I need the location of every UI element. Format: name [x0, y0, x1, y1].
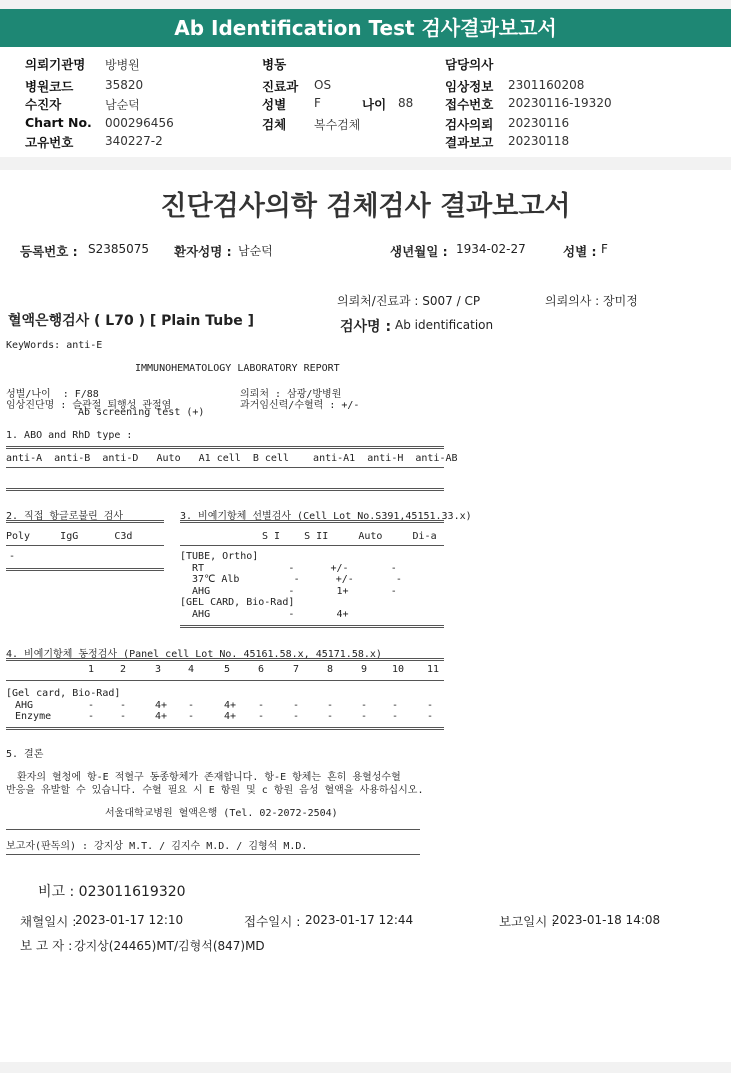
conclusion-line1: 환자의 혈청에 항-E 적혈구 동종항체가 존재합니다. 항-E 항체는 흔히 용혈성수혈 — [17, 772, 401, 783]
c3-label: 결과보고 — [445, 135, 494, 150]
panel-cell-result: - — [427, 711, 434, 722]
panel-cell-result: 4+ — [224, 700, 237, 711]
age-label: 나이 — [362, 97, 387, 112]
panel-cell-result: - — [120, 711, 127, 722]
panel-cell-result: - — [293, 711, 300, 722]
divider — [6, 520, 164, 523]
c1-label: 수진자 — [25, 97, 62, 112]
panel-cell-header: 3 — [155, 664, 162, 675]
report-date-value: 2023-01-18 14:08 — [552, 913, 661, 927]
test-group: 혈액은행검사 ( L70 ) [ Plain Tube ] — [8, 313, 255, 329]
c2-value: OS — [314, 78, 332, 92]
divider — [6, 658, 444, 661]
divider — [6, 488, 444, 491]
section4-title: 4. 비예기항체 동정검사 (Panel cell Lot No. 45161.58.x, 45171.58.x) — [6, 649, 382, 660]
history: 과거임신력/수혈력 : +/- — [240, 400, 360, 411]
c1-label: 병원코드 — [25, 79, 74, 94]
receive-label: 접수일시 : — [244, 914, 301, 929]
panel-cell-header: 11 — [427, 664, 440, 675]
dat-headers: Poly IgG C3d — [6, 531, 133, 542]
c3-label: 임상정보 — [445, 79, 494, 94]
collect-label: 채혈일시 : — [20, 914, 77, 929]
sex-age: 성별/나이 : F/88 — [6, 389, 99, 400]
test-name-value: Ab identification — [395, 318, 494, 332]
patient-label: 환자성명 : — [174, 244, 232, 259]
section5-title: 5. 결론 — [6, 749, 44, 760]
report-title-bar: Ab Identification Test 검사결과보고서 — [0, 9, 731, 47]
screen-row: AHG - 1+ - — [180, 585, 397, 597]
diagnosis: 임상진단명 : 슬관절 퇴행성 관절염 — [6, 400, 172, 411]
section1-title: 1. ABO and RhD type : — [6, 430, 133, 441]
c2-label: 병동 — [262, 57, 287, 72]
panel-cell-result: - — [188, 711, 195, 722]
screening-note: Ab screening test (+) — [78, 407, 205, 418]
report-title: 진단검사의학 검체검사 결과보고서 — [160, 191, 571, 222]
c1-label: 의뢰기관명 — [25, 57, 86, 72]
doctor-info: 의뢰의사 : 장미정 — [545, 294, 638, 308]
age-value: 88 — [398, 96, 414, 110]
result-sheet — [0, 170, 731, 1062]
reporter-label: 보 고 자 : — [20, 938, 73, 953]
screen-row: RT - +/- - — [180, 562, 397, 574]
divider — [6, 545, 164, 546]
c1-label: 고유번호 — [25, 135, 74, 150]
c3-label: 담당의사 — [445, 57, 494, 72]
sex-label: 성별 : — [563, 244, 597, 259]
panel-cell-result: - — [293, 700, 300, 711]
report-date-label: 보고일시 : — [499, 914, 556, 929]
c1-value: 000296456 — [105, 116, 174, 130]
panel-cell-result: - — [120, 700, 127, 711]
panel-cell-header: 5 — [224, 664, 231, 675]
panel-cell-header: 10 — [392, 664, 405, 675]
panel-cell-header: 2 — [120, 664, 127, 675]
c2-value: 복수검체 — [314, 118, 361, 132]
c1-value: 340227-2 — [105, 134, 163, 148]
c3-value: 20230116-19320 — [508, 96, 612, 110]
receive-value: 2023-01-17 12:44 — [305, 913, 414, 927]
divider — [6, 680, 444, 681]
remark: 비고 : 023011619320 — [38, 884, 186, 900]
dob-label: 생년월일 : — [390, 244, 448, 259]
c3-value: 2301160208 — [508, 78, 585, 92]
panel-cell-result: - — [327, 700, 334, 711]
c2-label: 검체 — [262, 117, 287, 132]
panel-cell-header: 7 — [293, 664, 300, 675]
abo-headers: anti-A anti-B anti-D Auto A1 cell B cell anti-A1 anti-H anti-AB — [6, 453, 458, 464]
divider — [6, 829, 420, 830]
section2-title: 2. 직접 항글로불린 검사 — [6, 511, 124, 522]
dept-info: 의뢰처/진료과 : S007 / CP — [337, 294, 481, 308]
c1-value: 남순덕 — [105, 98, 140, 112]
panel-cell-result: - — [361, 711, 368, 722]
c1-label: Chart No. — [25, 115, 92, 130]
reporter-value: 강지상(24465)MT/김형석(847)MD — [74, 939, 265, 953]
c1-value: 35820 — [105, 78, 144, 92]
panel-cell-header: 4 — [188, 664, 195, 675]
divider — [6, 854, 420, 855]
panel-row-name: AHG — [15, 700, 34, 711]
screen-row: 37℃ Alb - +/- - — [180, 574, 402, 585]
divider — [6, 727, 444, 730]
dat-value: - — [9, 551, 16, 562]
c3-label: 접수번호 — [445, 97, 494, 112]
panel-cell-result: - — [88, 711, 95, 722]
patient-value: 남순덕 — [238, 244, 273, 258]
screen-row: AHG - 4+ — [180, 608, 349, 620]
panel-group-label: [Gel card, Bio-Rad] — [6, 688, 121, 699]
panel-cell-header: 6 — [258, 664, 265, 675]
panel-cell-result: 4+ — [155, 700, 168, 711]
lab-title: IMMUNOHEMATOLOGY LABORATORY REPORT — [135, 363, 340, 374]
panel-cell-result: - — [392, 700, 399, 711]
section3-title: 3. 비예기항체 선별검사 (Cell Lot No.S391,45151.33.x) — [180, 511, 472, 522]
conclusion-line2: 반응을 유발할 수 있습니다. 수혈 필요 시 E 항원 및 c 항원 음성 혈액을 사용하십시오. — [6, 785, 424, 796]
divider — [6, 568, 164, 571]
panel-cell-result: - — [88, 700, 95, 711]
c3-value: 20230116 — [508, 116, 570, 130]
c3-label: 검사의뢰 — [445, 117, 494, 132]
divider — [180, 545, 444, 546]
panel-cell-result: - — [392, 711, 399, 722]
divider — [6, 446, 444, 449]
reg-value: S2385075 — [88, 242, 150, 256]
panel-cell-header: 1 — [88, 664, 95, 675]
c1-value: 방병원 — [105, 58, 140, 72]
c2-label: 진료과 — [262, 79, 299, 94]
patient-info-panel — [0, 47, 731, 157]
c2-value: F — [314, 96, 321, 110]
c2-label: 성별 — [262, 97, 287, 112]
keywords: KeyWords: anti-E — [6, 340, 103, 351]
panel-cell-result: 4+ — [224, 711, 237, 722]
reg-label: 등록번호 : — [20, 244, 78, 259]
test-name-label: 검사명 : — [340, 319, 392, 335]
panel-cell-result: - — [258, 711, 265, 722]
blood-bank-contact: 서울대학교병원 혈액은행 (Tel. 02-2072-2504) — [105, 808, 338, 819]
reporters: 보고자(판독의) : 강지상 M.T. / 김지수 M.D. / 김형석 M.D. — [6, 841, 308, 852]
dob-value: 1934-02-27 — [456, 242, 526, 256]
referrer: 의뢰처 : 삼광/방병원 — [240, 389, 342, 400]
panel-cell-header: 8 — [327, 664, 334, 675]
c3-value: 20230118 — [508, 134, 570, 148]
divider — [180, 520, 444, 523]
panel-row-name: Enzyme — [15, 711, 52, 722]
panel-cell-result: - — [427, 700, 434, 711]
panel-cell-result: - — [327, 711, 334, 722]
screen-headers: S I S II Auto Di-a — [262, 531, 437, 542]
panel-cell-result: 4+ — [155, 711, 168, 722]
divider — [180, 625, 444, 628]
panel-cell-result: - — [188, 700, 195, 711]
divider — [6, 467, 444, 468]
panel-cell-result: - — [258, 700, 265, 711]
screen-row: [TUBE, Ortho] — [180, 551, 259, 562]
panel-cell-result: - — [361, 700, 368, 711]
screen-row: [GEL CARD, Bio-Rad] — [180, 597, 295, 608]
collect-value: 2023-01-17 12:10 — [75, 913, 184, 927]
sex-value: F — [601, 242, 608, 256]
panel-cell-header: 9 — [361, 664, 368, 675]
